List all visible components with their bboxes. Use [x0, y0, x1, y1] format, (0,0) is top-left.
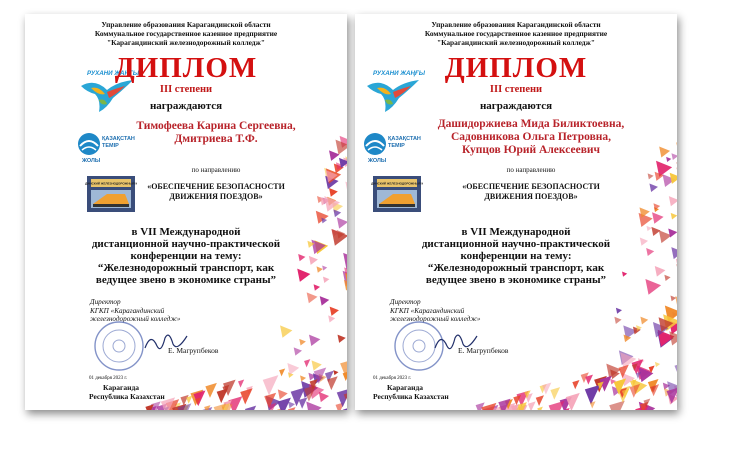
diploma-degree: III степени [159, 84, 213, 95]
decor-triangle [542, 382, 551, 394]
decor-triangle [528, 401, 536, 410]
decor-triangle [609, 401, 625, 410]
svg-text:РУХАНИ ЖАҢҒЫРУ: РУХАНИ ЖАҢҒЫ [87, 70, 139, 77]
decor-triangle [300, 375, 306, 381]
issue-date: 01 декабря 2023 г. [373, 376, 412, 381]
decor-triangle [333, 370, 338, 375]
country-name: Республика Казахстан [89, 391, 165, 401]
header-line-2: Коммунальное государственное казенное предприятие [94, 29, 278, 38]
topic-line-2: ДВИЖЕНИЯ ПОЕЗДОВ» [169, 192, 263, 201]
conference-line-3: конференции на тему: [130, 250, 242, 262]
decor-triangle [294, 347, 302, 355]
conference-line-1: в VII Международной [461, 226, 571, 238]
conference-line-4: “Железнодорожный транспорт, как [97, 262, 275, 274]
decor-triangle [648, 173, 654, 179]
decor-triangle [655, 362, 660, 367]
topic-line-2: ДВИЖЕНИЯ ПОЕЗДОВ» [484, 192, 578, 201]
city-name: Караганда [387, 383, 424, 392]
conference-line-5: ведущее звено в экономике страны” [425, 274, 607, 286]
country-name: Республика Казахстан [373, 391, 449, 401]
header-line-3: "Карагандинский железнодорожный колледж" [107, 38, 265, 47]
decor-triangle [217, 388, 228, 403]
diploma-degree: III степени [489, 84, 543, 95]
decor-triangle [278, 389, 288, 399]
decor-triangle [330, 307, 339, 316]
svg-text:ЖОЛЫ: ЖОЛЫ [368, 158, 387, 164]
decor-triangle [320, 296, 330, 306]
svg-text:ҚАЗАҚСТАН: ҚАЗАҚСТАН [388, 136, 421, 142]
decor-triangle [652, 212, 664, 224]
decor-triangle [299, 339, 306, 346]
decor-triangle [238, 380, 244, 388]
svg-text:ҚАЗАҚСТАН: ҚАЗАҚСТАН [102, 136, 135, 142]
signatory-line-1: Директор [390, 298, 421, 306]
decor-triangle [671, 213, 677, 220]
signatory-line-3: железнодорожный колледж» [90, 315, 181, 323]
decor-triangle [333, 209, 341, 217]
decor-triangle [263, 375, 279, 395]
decor-triangle [328, 315, 335, 322]
svg-text:ЖОЛЫ: ЖОЛЫ [82, 158, 101, 164]
decor-triangle [674, 361, 677, 381]
decor-triangle [299, 397, 308, 408]
signatory-line-3: железнодорожный колледж» [390, 315, 481, 323]
awarded-label: награждаются [149, 100, 223, 112]
signatory-name: Е. Магрупбеков [168, 346, 219, 355]
recipient-name: Дмитриева Т.Ф. [174, 133, 258, 145]
decor-triangle [240, 388, 252, 404]
decor-triangle [280, 325, 292, 337]
signatory-name: Е. Магрупбеков [458, 346, 509, 355]
svg-text:КАРАГАНДИНСКИЙ ЖЕЛЕЗНОДОРОЖНЫЙ: ДИНСКИЙ ЖЕЛЕЗНОДОРОЖНЫЙ [85, 181, 135, 186]
svg-text:ТЕМІР: ТЕМІР [102, 143, 119, 149]
svg-text:ТЕМІР: ТЕМІР [388, 143, 405, 149]
awarded-label: награждаются [479, 100, 553, 112]
direction-label: по направлению [506, 166, 556, 174]
svg-text:РУХАНИ ЖАҢҒЫРУ: РУХАНИ ЖАҢҒЫ [373, 70, 425, 77]
header-line-1: Управление образования Карагандинской области [101, 20, 271, 29]
diploma-title: ДИПЛОМ [444, 52, 588, 84]
official-stamp [93, 320, 145, 372]
decor-triangle [343, 408, 347, 410]
diploma-1 [25, 14, 347, 410]
decor-triangle [616, 308, 622, 314]
decor-triangle [572, 380, 579, 389]
decor-triangle [245, 406, 256, 410]
decor-triangle [640, 317, 648, 325]
decor-triangle [319, 392, 329, 402]
decor-triangle [288, 407, 296, 410]
recipient-name: Тимофеева Карина Сергеевна, [136, 120, 296, 132]
decor-triangle [639, 213, 653, 227]
decor-triangle [549, 401, 565, 410]
decor-triangle [309, 335, 320, 346]
diploma-title: ДИПЛОМ [114, 52, 258, 84]
diploma-2 [355, 14, 677, 410]
recipient-name: Садовникова Ольга Петровна, [450, 131, 612, 143]
decor-triangle [288, 401, 295, 408]
topic-line-1: «ОБЕСПЕЧЕНИЕ БЕЗОПАСНОСТИ [147, 182, 285, 191]
decor-triangle [306, 401, 321, 410]
city-block [373, 384, 449, 401]
conference-line-1: в VII Международной [131, 226, 241, 238]
signatory-line-2: КГКП «Карагандинский [90, 306, 165, 315]
decor-triangle [566, 393, 580, 410]
conference-line-4: “Железнодорожный транспорт, как [427, 262, 605, 274]
signatory-line-2: КГКП «Карагандинский [390, 306, 465, 315]
direction-label: по направлению [191, 166, 241, 174]
signatory-line-1: Директор [90, 298, 121, 306]
decor-triangle [205, 383, 217, 398]
conference-line-2: дистанционной научно-практической [421, 238, 611, 250]
decor-triangle [537, 407, 543, 410]
recipient-name: Купцов Юрий Алексеевич [461, 144, 601, 156]
decor-triangle [304, 359, 310, 367]
city-name: Караганда [103, 383, 140, 392]
decor-triangle [536, 395, 544, 406]
issue-date: 01 декабря 2023 г. [89, 376, 128, 381]
decor-triangle [307, 292, 318, 303]
city-block [89, 384, 165, 401]
conference-line-2: дистанционной научно-практической [91, 238, 281, 250]
decor-triangle [279, 368, 285, 376]
decor-triangle [614, 317, 621, 324]
header-line-3: "Карагандинский железнодорожный колледж" [437, 38, 595, 47]
topic-line-1: «ОБЕСПЕЧЕНИЕ БЕЗОПАСНОСТИ [462, 182, 600, 191]
conference-line-3: конференции на тему: [460, 250, 572, 262]
decor-triangle [550, 387, 560, 400]
svg-text:КАРАГАНДИНСКИЙ ЖЕЛЕЗНОДОРОЖНЫЙ: ДИНСКИЙ ЖЕЛЕЗНОДОРОЖНЫЙ [371, 181, 421, 186]
decor-triangle [312, 360, 322, 370]
conference-line-5: ведущее звено в экономике страны” [95, 274, 277, 286]
header-line-2: Коммунальное государственное казенное предприятие [424, 29, 608, 38]
decor-triangle [666, 157, 671, 162]
recipient-name: Дашидоржиева Мида Биликтоевна, [437, 118, 625, 130]
decor-triangle [585, 385, 600, 405]
decor-triangle [338, 335, 346, 343]
header-line-1: Управление образования Карагандинской области [431, 20, 601, 29]
